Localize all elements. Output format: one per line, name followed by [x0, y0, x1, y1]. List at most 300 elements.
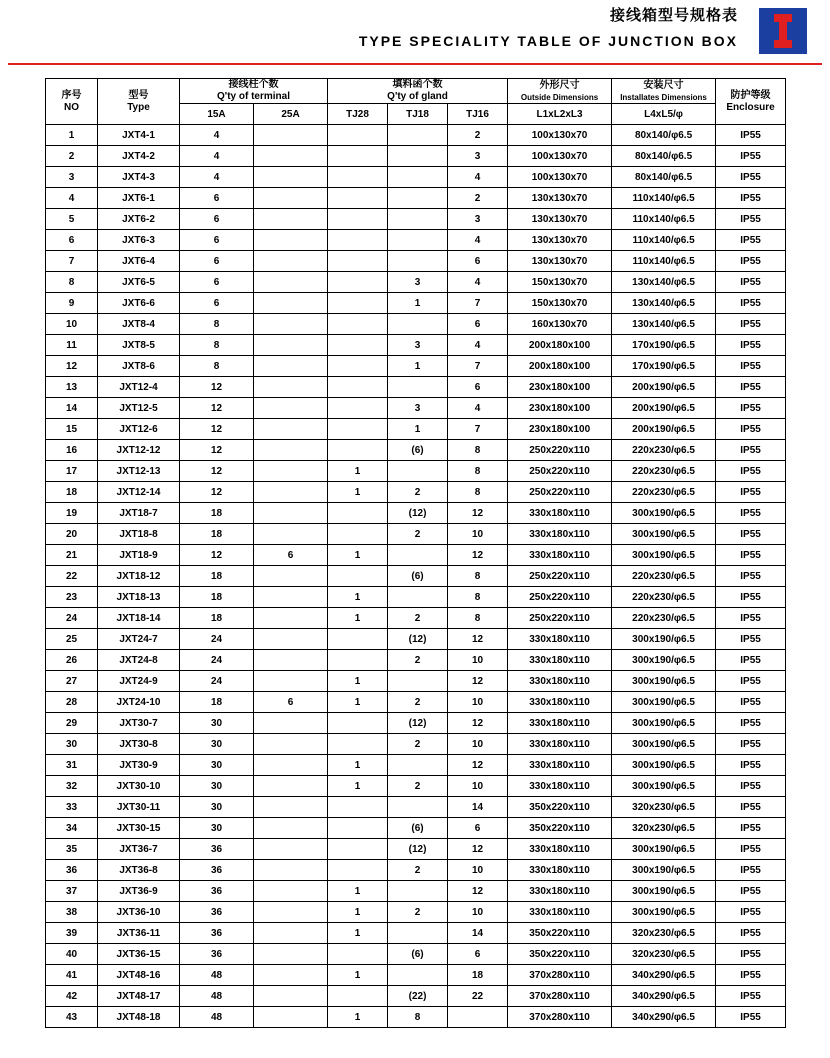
cell-tj16: 8 — [448, 587, 508, 608]
cell-outside: 250x220x110 — [508, 482, 612, 503]
cell-15a: 8 — [180, 356, 254, 377]
cell-tj28 — [328, 230, 388, 251]
cell-tj28: 1 — [328, 902, 388, 923]
table-row — [46, 524, 786, 545]
header-no — [46, 79, 98, 125]
header-terminal — [180, 79, 328, 104]
cell-tj16: 12 — [448, 503, 508, 524]
cell-tj28 — [328, 944, 388, 965]
cell-tj28 — [328, 734, 388, 755]
cell-tj18: 1 — [388, 293, 448, 314]
cell-outside: 100x130x70 — [508, 125, 612, 146]
cell-enclosure: IP55 — [716, 860, 786, 881]
header-install-en: Installates Dimensions — [620, 92, 707, 102]
cell-tj28 — [328, 419, 388, 440]
table-row — [46, 1007, 786, 1028]
cell-no: 32 — [46, 776, 98, 797]
cell-tj16: 2 — [448, 125, 508, 146]
cell-15a: 18 — [180, 692, 254, 713]
cell-enclosure: IP55 — [716, 629, 786, 650]
cell-type: JXT6-5 — [98, 272, 180, 293]
page-header — [0, 0, 830, 62]
cell-outside: 350x220x110 — [508, 944, 612, 965]
cell-install: 340x290/φ6.5 — [612, 1007, 716, 1028]
cell-tj16: 6 — [448, 377, 508, 398]
cell-tj18: 2 — [388, 608, 448, 629]
table-row — [46, 965, 786, 986]
cell-tj18: 2 — [388, 902, 448, 923]
cell-outside: 330x180x110 — [508, 503, 612, 524]
cell-tj28 — [328, 167, 388, 188]
table-row — [46, 734, 786, 755]
cell-25a — [254, 671, 328, 692]
table-row — [46, 335, 786, 356]
cell-15a: 12 — [180, 398, 254, 419]
cell-tj28 — [328, 272, 388, 293]
cell-tj16: 10 — [448, 524, 508, 545]
cell-no: 6 — [46, 230, 98, 251]
table-row — [46, 566, 786, 587]
cell-tj18 — [388, 251, 448, 272]
cell-outside: 330x180x110 — [508, 524, 612, 545]
table-row — [46, 440, 786, 461]
page-title-en: TYPE SPECIALITY TABLE OF JUNCTION BOX — [358, 33, 738, 49]
cell-tj16: 3 — [448, 146, 508, 167]
cell-25a — [254, 629, 328, 650]
cell-tj18: (22) — [388, 986, 448, 1007]
cell-tj18: (12) — [388, 629, 448, 650]
cell-15a: 30 — [180, 755, 254, 776]
cell-tj28: 1 — [328, 776, 388, 797]
table-row — [46, 629, 786, 650]
cell-enclosure: IP55 — [716, 377, 786, 398]
cell-type: JXT30-11 — [98, 797, 180, 818]
cell-tj28 — [328, 146, 388, 167]
cell-outside: 130x130x70 — [508, 251, 612, 272]
cell-15a: 6 — [180, 209, 254, 230]
cell-25a: 6 — [254, 692, 328, 713]
cell-15a: 18 — [180, 608, 254, 629]
cell-no: 28 — [46, 692, 98, 713]
cell-no: 33 — [46, 797, 98, 818]
cell-tj16: 8 — [448, 608, 508, 629]
header-no-en: NO — [64, 101, 79, 113]
cell-no: 24 — [46, 608, 98, 629]
cell-tj16: 10 — [448, 692, 508, 713]
cell-enclosure: IP55 — [716, 755, 786, 776]
cell-tj18: 3 — [388, 398, 448, 419]
cell-tj18: (6) — [388, 566, 448, 587]
cell-install: 220x230/φ6.5 — [612, 608, 716, 629]
cell-tj18 — [388, 461, 448, 482]
cell-tj18 — [388, 881, 448, 902]
cell-type: JXT30-15 — [98, 818, 180, 839]
cell-outside: 200x180x100 — [508, 335, 612, 356]
header-outside-en: Outside Dimensions — [520, 92, 599, 102]
cell-25a — [254, 965, 328, 986]
cell-15a: 6 — [180, 230, 254, 251]
cell-type: JXT8-5 — [98, 335, 180, 356]
cell-tj16: 10 — [448, 650, 508, 671]
cell-enclosure: IP55 — [716, 335, 786, 356]
cell-outside: 230x180x100 — [508, 398, 612, 419]
cell-15a: 8 — [180, 314, 254, 335]
cell-type: JXT18-7 — [98, 503, 180, 524]
cell-tj16: 4 — [448, 167, 508, 188]
cell-25a — [254, 503, 328, 524]
cell-tj28: 1 — [328, 608, 388, 629]
cell-tj16: 6 — [448, 314, 508, 335]
cell-25a — [254, 335, 328, 356]
cell-tj28: 1 — [328, 965, 388, 986]
cell-25a — [254, 776, 328, 797]
cell-15a: 12 — [180, 440, 254, 461]
cell-tj16: 3 — [448, 209, 508, 230]
header-no-cn: 序号 — [61, 89, 82, 101]
cell-enclosure: IP55 — [716, 587, 786, 608]
cell-enclosure: IP55 — [716, 650, 786, 671]
cell-25a — [254, 146, 328, 167]
cell-tj16: 4 — [448, 398, 508, 419]
cell-15a: 48 — [180, 986, 254, 1007]
cell-tj16: 14 — [448, 797, 508, 818]
cell-outside: 330x180x110 — [508, 629, 612, 650]
cell-no: 29 — [46, 713, 98, 734]
cell-enclosure: IP55 — [716, 944, 786, 965]
cell-tj18: 2 — [388, 692, 448, 713]
cell-tj16: 4 — [448, 230, 508, 251]
cell-tj18: 1 — [388, 356, 448, 377]
cell-enclosure: IP55 — [716, 734, 786, 755]
cell-install: 340x290/φ6.5 — [612, 986, 716, 1007]
cell-enclosure: IP55 — [716, 188, 786, 209]
cell-25a — [254, 314, 328, 335]
cell-tj28: 1 — [328, 755, 388, 776]
cell-enclosure: IP55 — [716, 797, 786, 818]
cell-tj16: 10 — [448, 734, 508, 755]
table-row — [46, 650, 786, 671]
cell-tj16: 4 — [448, 335, 508, 356]
cell-tj28 — [328, 839, 388, 860]
cell-25a — [254, 818, 328, 839]
cell-type: JXT24-10 — [98, 692, 180, 713]
cell-tj18 — [388, 797, 448, 818]
cell-no: 38 — [46, 902, 98, 923]
cell-tj18 — [388, 587, 448, 608]
table-row — [46, 188, 786, 209]
table-row — [46, 461, 786, 482]
cell-no: 5 — [46, 209, 98, 230]
cell-type: JXT36-9 — [98, 881, 180, 902]
cell-tj28: 1 — [328, 461, 388, 482]
cell-25a — [254, 902, 328, 923]
table-row — [46, 482, 786, 503]
cell-enclosure: IP55 — [716, 608, 786, 629]
cell-15a: 36 — [180, 839, 254, 860]
cell-enclosure: IP55 — [716, 167, 786, 188]
cell-tj18: 2 — [388, 482, 448, 503]
cell-enclosure: IP55 — [716, 923, 786, 944]
cell-type: JXT8-4 — [98, 314, 180, 335]
cell-tj16: 7 — [448, 419, 508, 440]
cell-outside: 330x180x110 — [508, 545, 612, 566]
cell-no: 3 — [46, 167, 98, 188]
cell-15a: 18 — [180, 503, 254, 524]
cell-outside: 200x180x100 — [508, 356, 612, 377]
cell-tj18: (6) — [388, 440, 448, 461]
cell-25a — [254, 524, 328, 545]
cell-15a: 30 — [180, 713, 254, 734]
cell-15a: 48 — [180, 1007, 254, 1028]
cell-install: 320x230/φ6.5 — [612, 923, 716, 944]
cell-install: 300x190/φ6.5 — [612, 671, 716, 692]
cell-no: 34 — [46, 818, 98, 839]
cell-type: JXT18-9 — [98, 545, 180, 566]
cell-type: JXT24-8 — [98, 650, 180, 671]
cell-outside: 250x220x110 — [508, 587, 612, 608]
cell-tj28 — [328, 818, 388, 839]
cell-install: 300x190/φ6.5 — [612, 755, 716, 776]
cell-no: 41 — [46, 965, 98, 986]
cell-type: JXT6-6 — [98, 293, 180, 314]
cell-tj16: 22 — [448, 986, 508, 1007]
cell-15a: 36 — [180, 923, 254, 944]
cell-outside: 150x130x70 — [508, 293, 612, 314]
cell-type: JXT12-12 — [98, 440, 180, 461]
cell-tj18: (12) — [388, 839, 448, 860]
cell-25a — [254, 587, 328, 608]
cell-25a — [254, 944, 328, 965]
cell-enclosure: IP55 — [716, 818, 786, 839]
cell-tj18: (6) — [388, 944, 448, 965]
cell-tj18: 3 — [388, 272, 448, 293]
header-type-en: Type — [127, 101, 150, 113]
cell-enclosure: IP55 — [716, 251, 786, 272]
cell-tj28 — [328, 503, 388, 524]
cell-tj28: 1 — [328, 587, 388, 608]
cell-outside: 330x180x110 — [508, 713, 612, 734]
header-sub-install-dims: L4xL5/φ — [612, 104, 716, 125]
cell-enclosure: IP55 — [716, 125, 786, 146]
cell-install: 220x230/φ6.5 — [612, 461, 716, 482]
cell-type: JXT12-6 — [98, 419, 180, 440]
table-row — [46, 377, 786, 398]
cell-15a: 48 — [180, 965, 254, 986]
cell-no: 20 — [46, 524, 98, 545]
cell-tj28 — [328, 335, 388, 356]
cell-25a — [254, 272, 328, 293]
cell-25a — [254, 566, 328, 587]
cell-outside: 250x220x110 — [508, 440, 612, 461]
cell-no: 14 — [46, 398, 98, 419]
cell-install: 300x190/φ6.5 — [612, 860, 716, 881]
cell-no: 17 — [46, 461, 98, 482]
cell-install: 300x190/φ6.5 — [612, 629, 716, 650]
cell-tj18: 1 — [388, 419, 448, 440]
cell-tj16: 6 — [448, 818, 508, 839]
cell-outside: 100x130x70 — [508, 167, 612, 188]
cell-type: JXT6-2 — [98, 209, 180, 230]
cell-25a — [254, 755, 328, 776]
table-row — [46, 419, 786, 440]
cell-tj28 — [328, 650, 388, 671]
cell-type: JXT12-4 — [98, 377, 180, 398]
cell-tj18 — [388, 125, 448, 146]
cell-tj28: 1 — [328, 881, 388, 902]
cell-no: 13 — [46, 377, 98, 398]
cell-enclosure: IP55 — [716, 902, 786, 923]
cell-25a — [254, 251, 328, 272]
cell-outside: 160x130x70 — [508, 314, 612, 335]
cell-25a — [254, 461, 328, 482]
cell-outside: 330x180x110 — [508, 734, 612, 755]
header-install-cn: 安装尺寸 — [643, 79, 684, 91]
cell-tj18: 3 — [388, 335, 448, 356]
table-row — [46, 125, 786, 146]
table-row — [46, 356, 786, 377]
cell-type: JXT12-13 — [98, 461, 180, 482]
table-row — [46, 146, 786, 167]
cell-25a — [254, 398, 328, 419]
cell-no: 25 — [46, 629, 98, 650]
cell-15a: 8 — [180, 335, 254, 356]
cell-tj28: 1 — [328, 545, 388, 566]
cell-type: JXT18-8 — [98, 524, 180, 545]
cell-no: 12 — [46, 356, 98, 377]
cell-type: JXT48-16 — [98, 965, 180, 986]
cell-tj18 — [388, 923, 448, 944]
cell-outside: 230x180x100 — [508, 377, 612, 398]
cell-type: JXT4-2 — [98, 146, 180, 167]
spec-table-container — [45, 78, 785, 1028]
cell-install: 340x290/φ6.5 — [612, 965, 716, 986]
junction-box-spec-table — [45, 78, 786, 1028]
cell-outside: 370x280x110 — [508, 1007, 612, 1028]
table-row — [46, 398, 786, 419]
cell-install: 300x190/φ6.5 — [612, 503, 716, 524]
cell-25a — [254, 860, 328, 881]
cell-25a — [254, 356, 328, 377]
cell-type: JXT4-1 — [98, 125, 180, 146]
header-type — [98, 79, 180, 125]
cell-tj18 — [388, 314, 448, 335]
cell-outside: 350x220x110 — [508, 923, 612, 944]
cell-enclosure: IP55 — [716, 545, 786, 566]
cell-15a: 36 — [180, 881, 254, 902]
cell-enclosure: IP55 — [716, 230, 786, 251]
table-row — [46, 671, 786, 692]
cell-outside: 330x180x110 — [508, 881, 612, 902]
cell-25a — [254, 839, 328, 860]
cell-enclosure: IP55 — [716, 776, 786, 797]
cell-no: 15 — [46, 419, 98, 440]
cell-enclosure: IP55 — [716, 398, 786, 419]
cell-outside: 330x180x110 — [508, 839, 612, 860]
cell-tj18: 2 — [388, 650, 448, 671]
cell-install: 320x230/φ6.5 — [612, 797, 716, 818]
cell-15a: 6 — [180, 272, 254, 293]
cell-tj28: 1 — [328, 692, 388, 713]
table-row — [46, 167, 786, 188]
cell-type: JXT30-8 — [98, 734, 180, 755]
cell-type: JXT24-9 — [98, 671, 180, 692]
cell-enclosure: IP55 — [716, 314, 786, 335]
cell-25a — [254, 230, 328, 251]
table-row — [46, 839, 786, 860]
cell-15a: 12 — [180, 377, 254, 398]
cell-15a: 4 — [180, 146, 254, 167]
cell-15a: 18 — [180, 587, 254, 608]
cell-tj18 — [388, 965, 448, 986]
cell-enclosure: IP55 — [716, 440, 786, 461]
cell-type: JXT8-6 — [98, 356, 180, 377]
cell-install: 170x190/φ6.5 — [612, 356, 716, 377]
cell-25a — [254, 377, 328, 398]
header-gland — [328, 79, 508, 104]
cell-outside: 130x130x70 — [508, 188, 612, 209]
table-row — [46, 608, 786, 629]
cell-type: JXT6-4 — [98, 251, 180, 272]
cell-15a: 6 — [180, 188, 254, 209]
cell-tj16: 7 — [448, 356, 508, 377]
cell-enclosure: IP55 — [716, 146, 786, 167]
cell-15a: 4 — [180, 125, 254, 146]
cell-tj16: 12 — [448, 713, 508, 734]
cell-type: JXT12-14 — [98, 482, 180, 503]
cell-tj18: 2 — [388, 524, 448, 545]
cell-tj28 — [328, 377, 388, 398]
table-row — [46, 251, 786, 272]
cell-15a: 6 — [180, 251, 254, 272]
cell-tj28 — [328, 986, 388, 1007]
cell-tj18: 2 — [388, 860, 448, 881]
cell-no: 42 — [46, 986, 98, 1007]
cell-25a — [254, 608, 328, 629]
cell-outside: 330x180x110 — [508, 755, 612, 776]
cell-tj28 — [328, 314, 388, 335]
cell-install: 300x190/φ6.5 — [612, 776, 716, 797]
cell-15a: 30 — [180, 797, 254, 818]
cell-no: 43 — [46, 1007, 98, 1028]
cell-25a — [254, 167, 328, 188]
cell-install: 300x190/φ6.5 — [612, 713, 716, 734]
cell-no: 16 — [46, 440, 98, 461]
cell-25a — [254, 881, 328, 902]
cell-tj16: 6 — [448, 944, 508, 965]
header-terminal-en: Q'ty of terminal — [217, 91, 290, 102]
cell-tj18: (12) — [388, 503, 448, 524]
cell-no: 19 — [46, 503, 98, 524]
cell-no: 10 — [46, 314, 98, 335]
cell-tj28 — [328, 398, 388, 419]
cell-outside: 130x130x70 — [508, 230, 612, 251]
cell-install: 220x230/φ6.5 — [612, 440, 716, 461]
cell-type: JXT4-3 — [98, 167, 180, 188]
cell-outside: 130x130x70 — [508, 209, 612, 230]
cell-25a — [254, 1007, 328, 1028]
header-sub-tj16: TJ16 — [448, 104, 508, 125]
cell-install: 110x140/φ6.5 — [612, 230, 716, 251]
cell-outside: 350x220x110 — [508, 797, 612, 818]
cell-type: JXT36-10 — [98, 902, 180, 923]
cell-25a — [254, 482, 328, 503]
cell-tj18 — [388, 188, 448, 209]
cell-no: 9 — [46, 293, 98, 314]
header-gland-en: Q'ty of gland — [387, 91, 448, 102]
table-row — [46, 209, 786, 230]
header-sub-outside-dims: L1xL2xL3 — [508, 104, 612, 125]
header-enclosure-cn: 防护等级 — [730, 89, 771, 101]
